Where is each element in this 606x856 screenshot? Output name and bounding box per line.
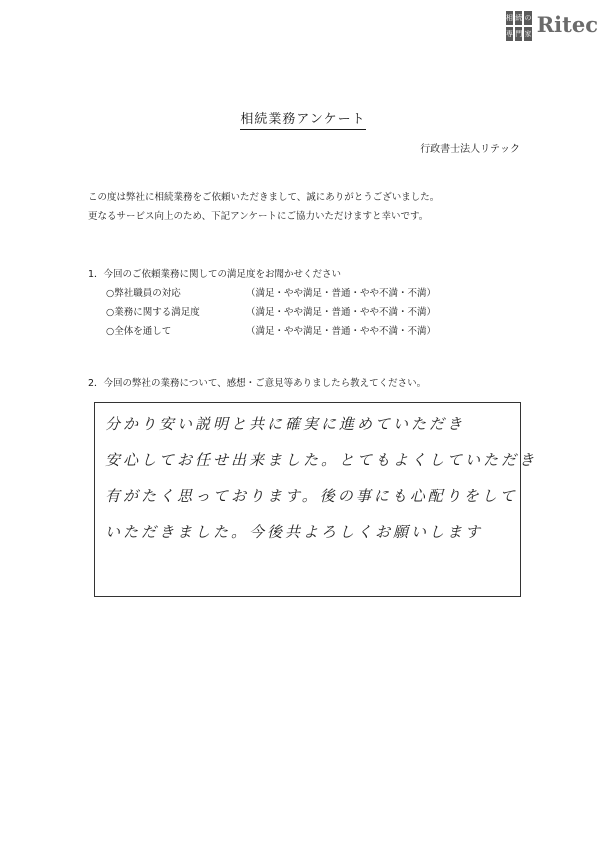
question-2-text: 2．今回の弊社の業務について、感想・ご意見等ありましたら教えてください。 bbox=[88, 378, 427, 389]
question-1-label: 1．今回のご依頼業務に関しての満足度をお聞かせください bbox=[88, 269, 342, 280]
rating-row bbox=[88, 322, 436, 341]
question-1 bbox=[88, 265, 436, 341]
rating-options: （満足・やや満足・普通・やや不満・不満） bbox=[246, 307, 437, 318]
logo-seal-char: 相 bbox=[505, 10, 514, 26]
handwritten-line: 分かり安い説明と共に確実に進めていただき bbox=[105, 415, 466, 433]
rating-label: ○全体を通して bbox=[106, 326, 172, 337]
rating-options: （満足・やや満足・普通・やや不満・不満） bbox=[246, 288, 437, 299]
handwritten-line: いただきました。今後共よろしくお願いします bbox=[105, 523, 484, 541]
logo-seal-char: の bbox=[523, 10, 532, 26]
logo-seal-char: 続 bbox=[514, 10, 523, 26]
logo-seal-char: 門 bbox=[514, 26, 523, 42]
rating-options: （満足・やや満足・普通・やや不満・不満） bbox=[246, 326, 437, 337]
answer-box bbox=[94, 402, 538, 597]
intro-line: この度は弊社に相続業務をご依頼いただきまして、誠にありがとうございました。 bbox=[88, 192, 440, 203]
logo bbox=[505, 10, 598, 38]
page-title-text: 相続業務アンケート bbox=[240, 112, 365, 130]
intro-line: 更なるサービス向上のため、下記アンケートにご協力いただけますと幸いです。 bbox=[88, 211, 429, 222]
rating-row bbox=[88, 284, 436, 303]
logo-wordmark: Ritec bbox=[536, 11, 598, 37]
rating-row bbox=[88, 303, 436, 322]
logo-seal-char: 家 bbox=[523, 26, 532, 42]
rating-label: ○業務に関する満足度 bbox=[106, 307, 200, 318]
question-1-text bbox=[88, 265, 436, 284]
handwritten-line: 有がたく思っております。後の事にも心配りをして bbox=[105, 487, 518, 505]
logo-seal-char: 専 bbox=[505, 26, 514, 42]
page-title bbox=[0, 108, 606, 127]
handwritten-line: 安心してお任せ出来ました。とてもよくしていただき bbox=[105, 451, 538, 469]
logo-seal bbox=[505, 10, 533, 38]
intro-paragraph bbox=[88, 188, 439, 226]
rating-label: ○弊社職員の対応 bbox=[106, 288, 181, 299]
organization-name: 行政書士法人リテック bbox=[420, 144, 520, 155]
